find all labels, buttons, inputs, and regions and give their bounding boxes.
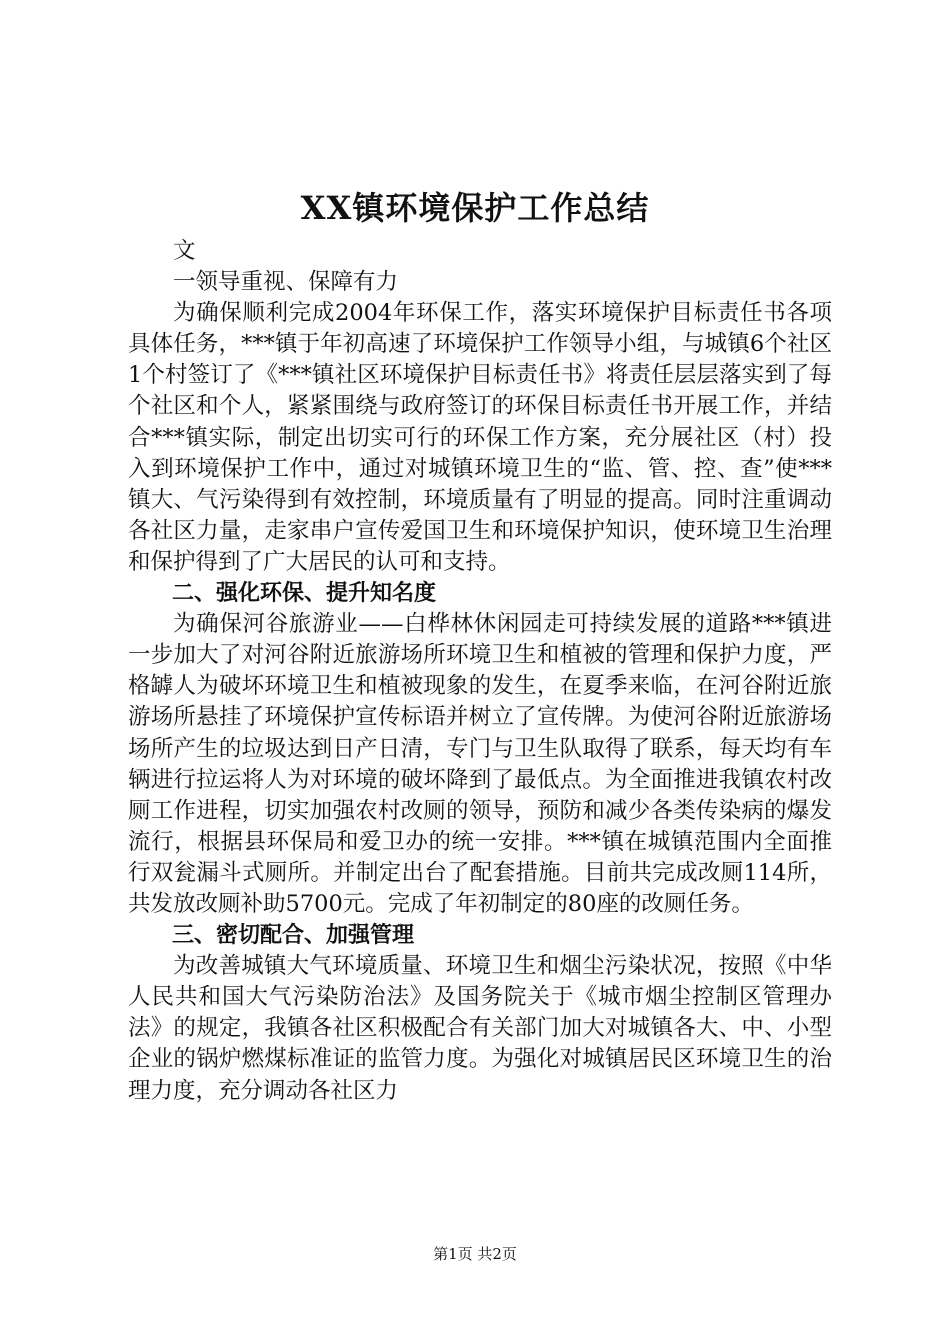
section-1-paragraph: 为确保顺利完成2004年环保工作，落实环境保护目标责任书各项具体任务，***镇于年初高速了环境保护工作领导小组，与城镇6个社区1个村签订了《***镇社区环境保护目标责任书》将责任层层落实到了每个社区和个人，紧紧围绕与政府签订的环保目标责任书开展工作，并结合***镇实际，制定出切实可行的环保工作方案，充分展社区（村）投入到环境保护工作中，通过对城镇环境卫生的“监、管、控、查”使***镇大、气污染得到有效控制，环境质量有了明显的提高。同时注重调动各社区力量，走家串户宣传爱国卫生和环境保护知识，使环境卫生治理和保护得到了广大居民的认可和支持。 bbox=[128, 300, 832, 575]
section-2-heading: 二、强化环保、提升知名度 bbox=[172, 581, 437, 607]
section-1-subheading: 一领导重视、保障有力 bbox=[173, 269, 399, 296]
document-body bbox=[128, 236, 832, 1107]
section-3-heading: 三、密切配合、加强管理 bbox=[172, 923, 415, 949]
section-2-paragraph: 为确保河谷旅游业——白桦林休闲园走可持续发展的道路***镇进一步加大了对河谷附近旅游场所环境卫生和植被的管理和保护力度，严格罅人为破坏环境卫生和植被现象的发生，在夏季来临，在河谷附近旅游场所悬挂了环境保护宣传标语并树立了宣传牌。为使河谷附近旅游场场所产生的垃圾达到日产日清，专门与卫生队取得了联系，每天均有车辆进行拉运将人为对环境的破坏降到了最低点。为全面推进我镇农村改厕工作进程，切实加强农村改厕的领导，预防和减少各类传染病的爆发流行，根据县环保局和爱卫办的统一安排。***镇在城镇范围内全面推行双瓮漏斗式厕所。并制定出台了配套措施。目前共完成改厕114所，共发放改厕补助5700元。完成了年初制定的80座的改厕任务。 bbox=[128, 611, 832, 917]
author-line: 文 bbox=[173, 238, 196, 264]
section-3-paragraph: 为改善城镇大气环境质量、环境卫生和烟尘污染状况，按照《中华人民共和国大气污染防治法》及国务院关于《城市烟尘控制区管理办法》的规定，我镇各社区积极配合有关部门加大对城镇各大、中、小型企业的锅炉燃煤标准证的监管力度。为强化对城镇居民区环境卫生的治理力度，充分调动各社区力 bbox=[128, 953, 832, 1104]
page-footer: 第1页 共2页 bbox=[433, 1245, 517, 1263]
document-title: XX镇环境保护工作总结 bbox=[300, 189, 650, 227]
